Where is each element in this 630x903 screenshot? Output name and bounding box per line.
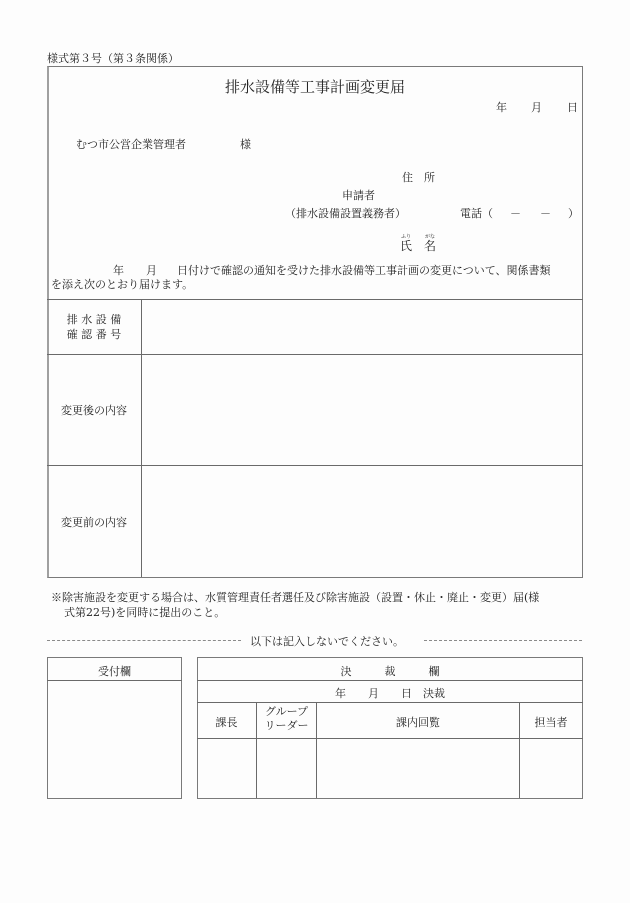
row-label: 変更後の内容 [61,404,127,417]
page-title: 排水設備等工事計画変更届 [224,78,405,96]
name-label-mei: がな 名 [424,234,437,253]
circulation-stamp-cell[interactable] [317,739,519,798]
row-label: 変更前の内容 [61,515,127,529]
column-circulation: 課内回覧 [396,716,440,729]
dashed-divider-right [424,640,582,641]
intro-text-line2: を添え次のとおり届けます。 [51,278,194,291]
address-label: 住 所 [402,171,435,184]
table-row-before-change [47,466,141,577]
confirmation-number-input[interactable] [142,300,582,354]
before-change-input[interactable] [142,466,582,577]
receipt-stamp-area[interactable] [48,681,181,798]
decision-divider-2 [197,702,583,703]
phone-close-paren: ） [568,207,579,220]
group-leader-stamp-cell[interactable] [257,739,316,798]
after-change-input[interactable] [142,355,582,465]
column-section-chief: 課長 [215,716,238,729]
intro-month-label: 月 [146,264,157,277]
applicant-sub-label: （排水設備設置義務者） [285,207,406,220]
date-month-label: 月 [531,101,542,114]
note-line2: 式第22号)を同時に提出のこと。 [64,606,226,619]
phone-input[interactable] [494,203,578,220]
office-use-notice: 以下は記入しないでください。 [250,635,404,648]
date-day-label: 日 [567,101,578,114]
intro-text-line1: 日付けで確認の通知を受けた排水設備等工事計画の変更について、関係書類 [177,264,551,277]
section-chief-stamp-cell[interactable] [198,739,256,798]
phone-separator-2: － [540,207,551,220]
form-number: 様式第３号（第３条関係） [47,52,179,65]
date-year-input[interactable] [440,97,494,113]
table-row-after-change [47,355,141,465]
furigana-shi: ふり [401,234,412,240]
date-year-label: 年 [496,101,507,114]
name-input[interactable] [442,236,578,254]
name-label-shi: ふり 氏 [400,234,413,253]
row-label-line1: 排 水 設 備 [66,312,122,326]
column-person-in-charge: 担当者 [534,716,568,729]
receipt-header: 受付欄 [98,665,131,678]
table-row-confirmation-number [47,299,141,354]
addressee-name: むつ市公営企業管理者 [76,138,186,151]
addressee-honorific: 様 [240,138,251,151]
note-line1: ※除害施設を変更する場合は、水質管理責任者選任及び除害施設（設置・休止・廃止・変更）届(様 [51,591,540,604]
person-in-charge-stamp-cell[interactable] [520,739,582,798]
decision-divider-1 [197,680,583,681]
date-day-input[interactable] [545,97,565,113]
decision-date-line: 年 月 日 決裁 [335,687,445,700]
intro-year-input[interactable] [80,260,110,275]
date-month-input[interactable] [510,97,530,113]
intro-day-input[interactable] [158,260,176,275]
column-group-leader: グループ リーダー [264,705,309,732]
intro-month-input[interactable] [124,260,144,275]
row-label-line2: 確 認 番 号 [66,327,122,341]
applicant-label: 申請者 [342,189,375,202]
phone-separator-1: － [510,207,521,220]
furigana-mei: がな [425,234,436,240]
dashed-divider-left [47,640,241,641]
intro-year-label: 年 [113,264,124,277]
phone-label: 電話（ [460,207,493,220]
decision-header: 決 裁 欄 [340,665,440,678]
address-input[interactable] [440,166,578,183]
